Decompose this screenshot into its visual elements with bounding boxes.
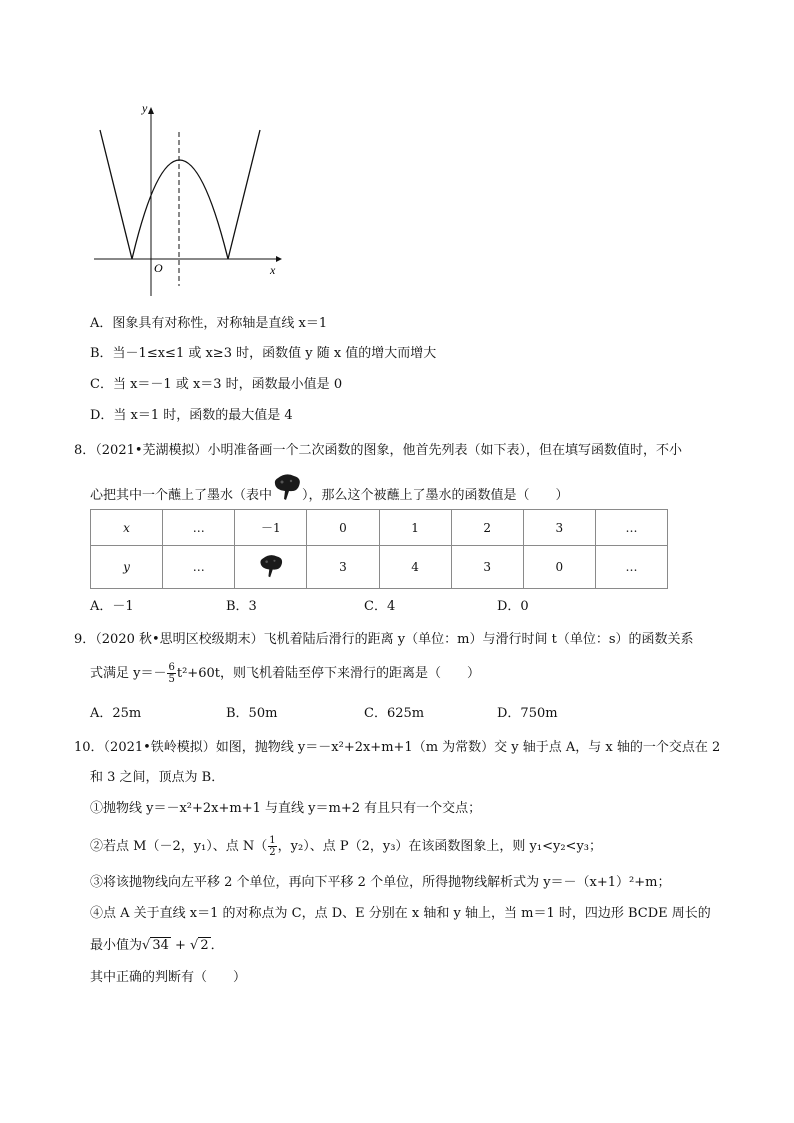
ink-blot-icon [272,472,302,502]
origin-label: O [154,261,163,275]
table-cell: 4 [379,546,451,589]
q8-stem-part-a: 心把其中一个蘸上了墨水（表中 [90,488,273,503]
q9-stem-part-b: t²+60t，则飞机着陆至停下来滑行的距离是（ ） [176,666,480,681]
table-cell: x [91,510,163,546]
fraction-numerator: 6 [168,662,175,673]
q9-stem-part-a: 式满足 y＝－ [90,666,167,681]
q10-statement-2 [90,835,602,858]
q9-option-a: A．25m [90,706,142,721]
q8-stem-line1: 8．（2021•芜湖模拟）小明准备画一个二次函数的图象，他首先列表（如下表），但在填写函数值时，不小 [74,443,683,458]
table-cell: －1 [235,510,307,546]
table-cell: … [163,510,235,546]
table-cell: 3 [307,546,379,589]
sqrt-2: √ 2 [190,938,209,953]
fraction-denominator: 2 [269,847,276,858]
y-axis-arrow [148,107,154,114]
table-cell: 0 [523,546,595,589]
plus-sign: + [170,938,191,953]
x-axis-arrow [276,256,282,262]
q10-conclusion: 其中正确的判断有（ ） [90,970,247,985]
q9-option-b: B．50m [226,706,278,721]
function-curve [100,130,260,259]
x-axis-label: x [270,263,276,277]
q10-stem-line1: 10．（2021•铁岭模拟）如图，抛物线 y＝－x²+2x+m+1（m 为常数）交 y 轴于点 A，与 x 轴的一个交点在 2 [74,740,721,755]
q8-table [90,509,668,589]
fraction-denominator: 5 [168,674,175,685]
q9-option-d: D．750m [497,706,558,721]
table-cell: 3 [523,510,595,546]
table-cell: 0 [307,510,379,546]
fraction-numerator: 1 [269,835,276,846]
q7-option-d: D．当 x＝1 时，函数的最大值是 4 [90,408,293,423]
table-cell: … [595,546,667,589]
q10-s2-part-a: ②若点 M（－2，y₁）、点 N（ [90,839,268,854]
ink-blot-icon [258,553,284,579]
q10-s2-part-b: ，y₂）、点 P（2，y₃）在该函数图象上，则 y₁<y₂<y₃； [277,839,603,854]
q9-option-c: C．625m [364,706,425,721]
q10-statement-4-line1: ④点 A 关于直线 x＝1 的对称点为 C，点 D、E 分别在 x 轴和 y 轴上，当 m＝1 时，四边形 BCDE 周长的 [90,906,711,921]
table-cell: 3 [451,546,523,589]
table-row-y [91,546,668,589]
table-cell-blotted [235,546,307,589]
q10-statement-4-line2 [90,938,224,954]
q8-option-d: D．0 [497,599,529,614]
table-row-x [91,510,668,546]
radicand: 34 [152,938,169,953]
q9-stem-line2 [90,662,480,685]
q10-stem-line2: 和 3 之间，顶点为 B． [90,770,225,785]
table-cell: 1 [379,510,451,546]
q7-option-a: A．图象具有对称性，对称轴是直线 x＝1 [90,316,328,331]
sqrt-34: √ 34 [142,938,169,953]
fraction-one-half [268,835,276,858]
function-graph [88,96,288,302]
q10-statement-1: ①抛物线 y＝－x²+2x+m+1 与直线 y＝m+2 有且只有一个交点； [90,801,482,816]
q8-stem-part-b: ），那么这个被蘸上了墨水的函数值是（ ） [302,488,569,503]
q8-stem-line2 [90,488,569,504]
q10-s4-part-a: 最小值为 [90,938,143,953]
q8-option-a: A．－1 [90,599,134,614]
q7-option-b: B．当－1≤x≤1 或 x≥3 时，函数值 y 随 x 值的增大而增大 [90,346,437,361]
radicand: 2 [200,938,209,953]
q10-statement-3: ③将该抛物线向左平移 2 个单位，再向下平移 2 个单位，所得抛物线解析式为 y＝－（x+1）²+m； [90,875,671,890]
period: ． [210,938,224,953]
q9-stem-line1: 9．（2020 秋•思明区校级期末）飞机着陆后滑行的距离 y（单位：m）与滑行时间 t（单位：s）的函数关系 [74,632,694,647]
fraction-six-fifths [167,662,175,685]
q7-option-c: C．当 x＝－1 或 x＝3 时，函数最小值是 0 [90,377,343,392]
q8-option-c: C．4 [364,599,396,614]
table-cell: … [595,510,667,546]
table-cell: 2 [451,510,523,546]
q8-option-b: B．3 [226,599,257,614]
table-cell: y [91,546,163,589]
y-axis-label: y [142,101,148,115]
table-cell: … [163,546,235,589]
